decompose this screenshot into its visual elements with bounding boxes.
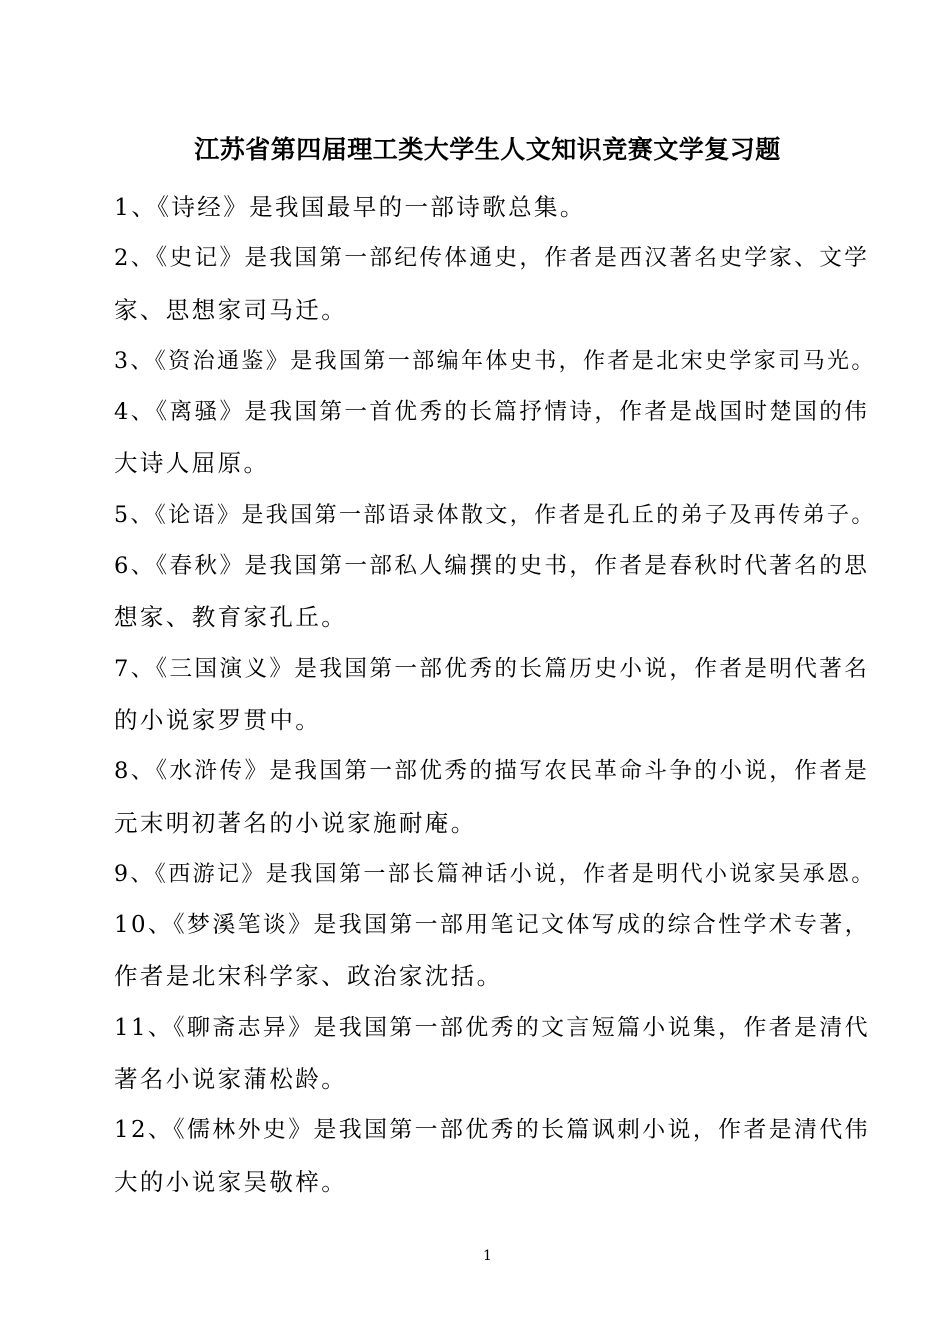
- item-line: 元末明初著名的小说家施耐庵。: [114, 808, 477, 837]
- list-item: [114, 746, 874, 849]
- list-item: [114, 900, 874, 1003]
- document-body: [114, 182, 874, 1208]
- item-line: 2、《史记》是我国第一部纪传体通史，作者是西汉著名史学家、文学: [114, 245, 870, 272]
- item-line: 著名小说家蒲松龄。: [114, 1065, 348, 1094]
- item-line: 7、《三国演义》是我国第一部优秀的长篇历史小说，作者是明代著名: [114, 655, 870, 682]
- list-item: [114, 336, 874, 387]
- item-line: 的小说家罗贯中。: [114, 705, 322, 734]
- item-line: 想家、教育家孔丘。: [114, 603, 348, 632]
- list-item: [114, 233, 874, 336]
- item-line: 11、《聊斋志异》是我国第一部优秀的文言短篇小说集，作者是清代: [114, 1014, 870, 1041]
- item-line: 9、《西游记》是我国第一部长篇神话小说，作者是明代小说家吴承恩。: [114, 861, 876, 887]
- list-item: [114, 644, 874, 747]
- item-line: 大诗人屈原。: [114, 449, 270, 478]
- item-line: 8、《水浒传》是我国第一部优秀的描写农民革命斗争的小说，作者是: [114, 758, 870, 785]
- list-item: [114, 541, 874, 644]
- item-line: 大的小说家吴敬梓。: [114, 1167, 348, 1196]
- page-number: 1: [483, 1248, 492, 1264]
- item-line: 6、《春秋》是我国第一部私人编撰的史书，作者是春秋时代著名的思: [114, 553, 870, 580]
- document-title: 江苏省第四届理工类大学生人文知识竞赛文学复习题: [194, 135, 781, 164]
- item-line: 家、思想家司马迁。: [114, 295, 348, 324]
- item-line: 3、《资治通鉴》是我国第一部编年体史书，作者是北宋史学家司马光。: [114, 348, 876, 374]
- item-line: 1、《诗经》是我国最早的一部诗歌总集。: [114, 193, 586, 221]
- list-item: [114, 387, 874, 490]
- list-item: [114, 182, 874, 233]
- list-item: [114, 849, 874, 900]
- item-line: 10、《梦溪笔谈》是我国第一部用笔记文体写成的综合性学术专著，: [114, 912, 870, 939]
- item-line: 5、《论语》是我国第一部语录体散文，作者是孔丘的弟子及再传弟子。: [114, 502, 876, 528]
- item-line: 12、《儒林外史》是我国第一部优秀的长篇讽刺小说，作者是清代伟: [114, 1117, 870, 1144]
- list-item: [114, 490, 874, 541]
- list-item: [114, 1105, 874, 1208]
- item-line: 4、《离骚》是我国第一首优秀的长篇抒情诗，作者是战国时楚国的伟: [114, 399, 870, 426]
- list-item: [114, 1003, 874, 1106]
- item-line: 作者是北宋科学家、政治家沈括。: [114, 962, 503, 991]
